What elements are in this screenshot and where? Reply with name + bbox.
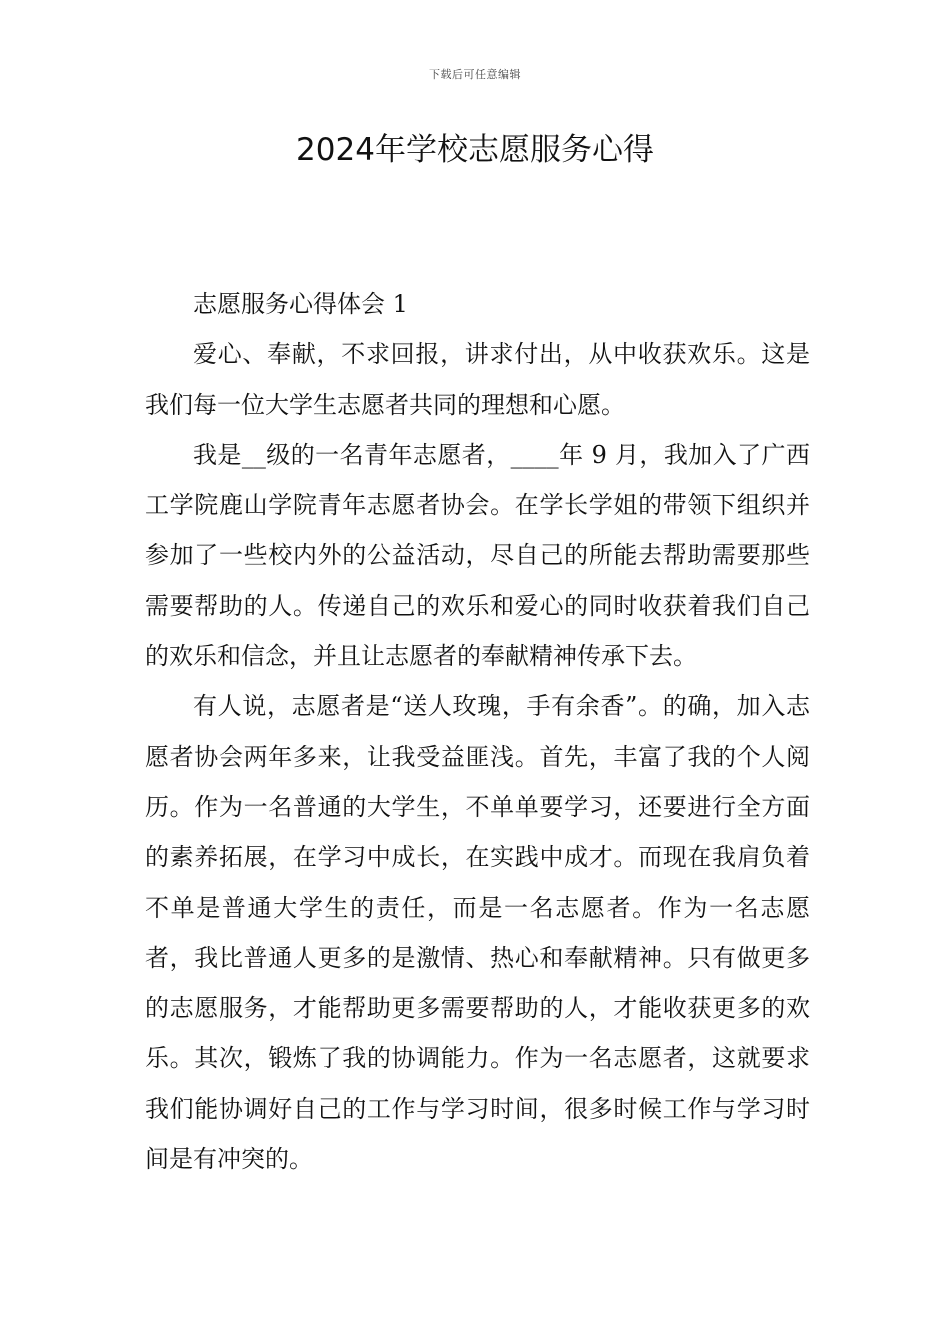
section-heading: 志愿服务心得体会 1 [193,290,408,318]
paragraph-3: 有人说，志愿者是“送人玫瑰，手有余香”。的确，加入志愿者协会两年多来，让我受益匪浅。首先，丰富了我的个人阅历。作为一名普通的大学生，不单单要学习，还要进行全方面的素养拓展，在学习中成长，在实践中成才。而现在我肩负着不单是普通大学生的责任，而是一名志愿者。作为一名志愿者，我比普通人更多的是激情、热心和奉献精神。只有做更多的志愿服务，才能帮助更多需要帮助的人，才能收获更多的欢乐。其次，锻炼了我的协调能力。作为一名志愿者，这就要求我们能协调好自己的工作与学习时间，很多时候工作与学习时间是有冲突的。 [145,692,810,1174]
document-body [145,279,810,1184]
paragraph-2: 我是__级的一名青年志愿者，____年 9 月，我加入了广西工学院鹿山学院青年志愿者协会。在学长学姐的带领下组织并参加了一些校内外的公益活动，尽自己的所能去帮助需要那些需要帮助的人。传递自己的欢乐和爱心的同时收获着我们自己的欢乐和信念，并且让志愿者的奉献精神传承下去。 [145,440,810,671]
paragraph-1: 爱心、奉献，不求回报，讲求付出，从中收获欢乐。这是我们每一位大学生志愿者共同的理想和心愿。 [145,340,810,419]
header-note: 下载后可任意编辑 [429,68,521,81]
document-title: 2024年学校志愿服务心得 [296,132,654,168]
